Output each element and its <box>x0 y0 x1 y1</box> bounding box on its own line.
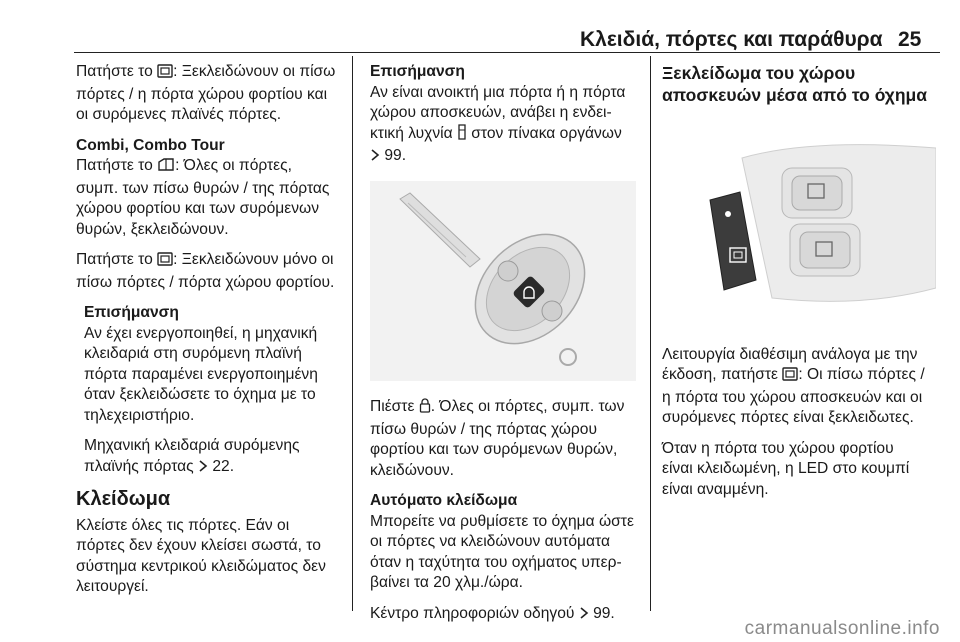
subheading: Combi, Combo Tour <box>76 136 225 154</box>
subheading: Αυτόματο κλείδωμα <box>370 492 518 509</box>
column-middle <box>370 62 642 636</box>
paragraph: Όταν η πόρτα του χώρου φορτίου είναι κλειδωμένη, η LED στο κουμπί είναι αναμμένη. <box>662 439 910 498</box>
paragraph: Πατήστε το : Ξεκλειδώνουν οι πίσω πόρτες / η πόρτα χώρου φορτίου και οι συρόμενες πλαϊνές πόρτες. <box>76 63 336 123</box>
reference-link[interactable]: 99. <box>384 147 407 164</box>
reference-link[interactable]: 99. <box>593 604 615 622</box>
reference-arrow-icon <box>198 459 208 480</box>
page-footer <box>0 614 960 642</box>
paragraph: Πατήστε το : Ξεκλειδώνουν μόνο οι πίσω πόρτες / πόρτα χώρου φορτίου. <box>76 251 335 291</box>
paragraph: Πατήστε το : Όλες οι πόρτες, συμπ. των πίσω θυρών / της πόρτας χώρου φορτίου και των συρόμενων θυρών, ξεκλειδώνουν. <box>76 157 330 238</box>
note-heading: Επισήμανση <box>84 304 179 321</box>
door-open-warning-icon <box>457 124 467 147</box>
page-header <box>0 0 960 56</box>
rear-door-unlock-icon <box>782 367 798 388</box>
section-heading: Ξεκλείδωμα του χώρου αποσκευών μέσα από το όχημα <box>662 63 928 105</box>
note-text: Μηχανική κλειδαριά συρόμενης πλαϊνής πόρτας 22. <box>84 436 346 479</box>
watermark: carmanualsonline.info <box>744 618 940 639</box>
key-fob-illustration <box>370 181 642 388</box>
paragraph: Λειτουργία διαθέσιμη ανάλογα με την έκδοση, πατήστε : Οι πίσω πόρτες / η πόρτα του χώρου αποσκευών και οι συρόμενες πόρτες είναι ξεκλειδωτες. <box>662 345 925 426</box>
column-divider <box>352 56 353 611</box>
note-heading: Επισήμανση <box>370 63 465 80</box>
dashboard-button-illustration <box>662 118 940 337</box>
paragraph: Κέντρο πληροφοριών οδηγού 99. <box>370 604 642 627</box>
section-heading: Κλείδωμα <box>76 488 171 510</box>
note-text: Αν είναι ανοικτή μια πόρτα ή η πόρτα χώρου αποσκευών, ανάβει η ενδει- κτική λυχνία στον πίνακα οργάνων 99. <box>370 83 642 169</box>
note-text: Αν έχει ενεργοποιηθεί, η μηχανική κλειδαριά στη συρόμενη πλαϊνή πόρτα παραμένει ενεργοποιημένη όταν ξεκλειδώσετε το όχημα με το τηλεχειριστήριο. <box>84 324 318 424</box>
all-doors-icon <box>157 158 175 179</box>
reference-link[interactable]: 22. <box>212 457 235 475</box>
reference-arrow-icon <box>370 148 380 169</box>
column-right <box>662 62 940 510</box>
lock-button-icon <box>419 398 431 420</box>
rear-door-unlock-icon <box>157 252 173 273</box>
page-number: 25 <box>898 28 922 51</box>
note-box <box>84 303 346 479</box>
page-title: Κλειδιά, πόρτες και παράθυρα <box>580 28 883 51</box>
column-divider <box>650 56 651 611</box>
header-divider <box>74 52 940 53</box>
column-left <box>76 62 346 608</box>
paragraph: Πιέστε . Όλες οι πόρτες, συμπ. των πίσω θυρών / της πόρτας χώρου φορτίου και των συρόμενων θυρών, κλειδώνουν. <box>370 398 625 479</box>
paragraph: Κλείστε όλες τις πόρτες. Εάν οι πόρτες δεν έχουν κλείσει σωστά, το σύστημα κεντρικού κλειδώματος δεν λειτουργεί. <box>76 516 326 595</box>
paragraph: Μπορείτε να ρυθμίσετε το όχημα ώστε οι πόρτες να κλειδώνουν αυτόματα όταν η ταχύτητα του οχήματος υπερ- βαίνει τα 20 χλμ./ώρα. <box>370 512 634 591</box>
rear-door-unlock-icon <box>157 64 173 85</box>
